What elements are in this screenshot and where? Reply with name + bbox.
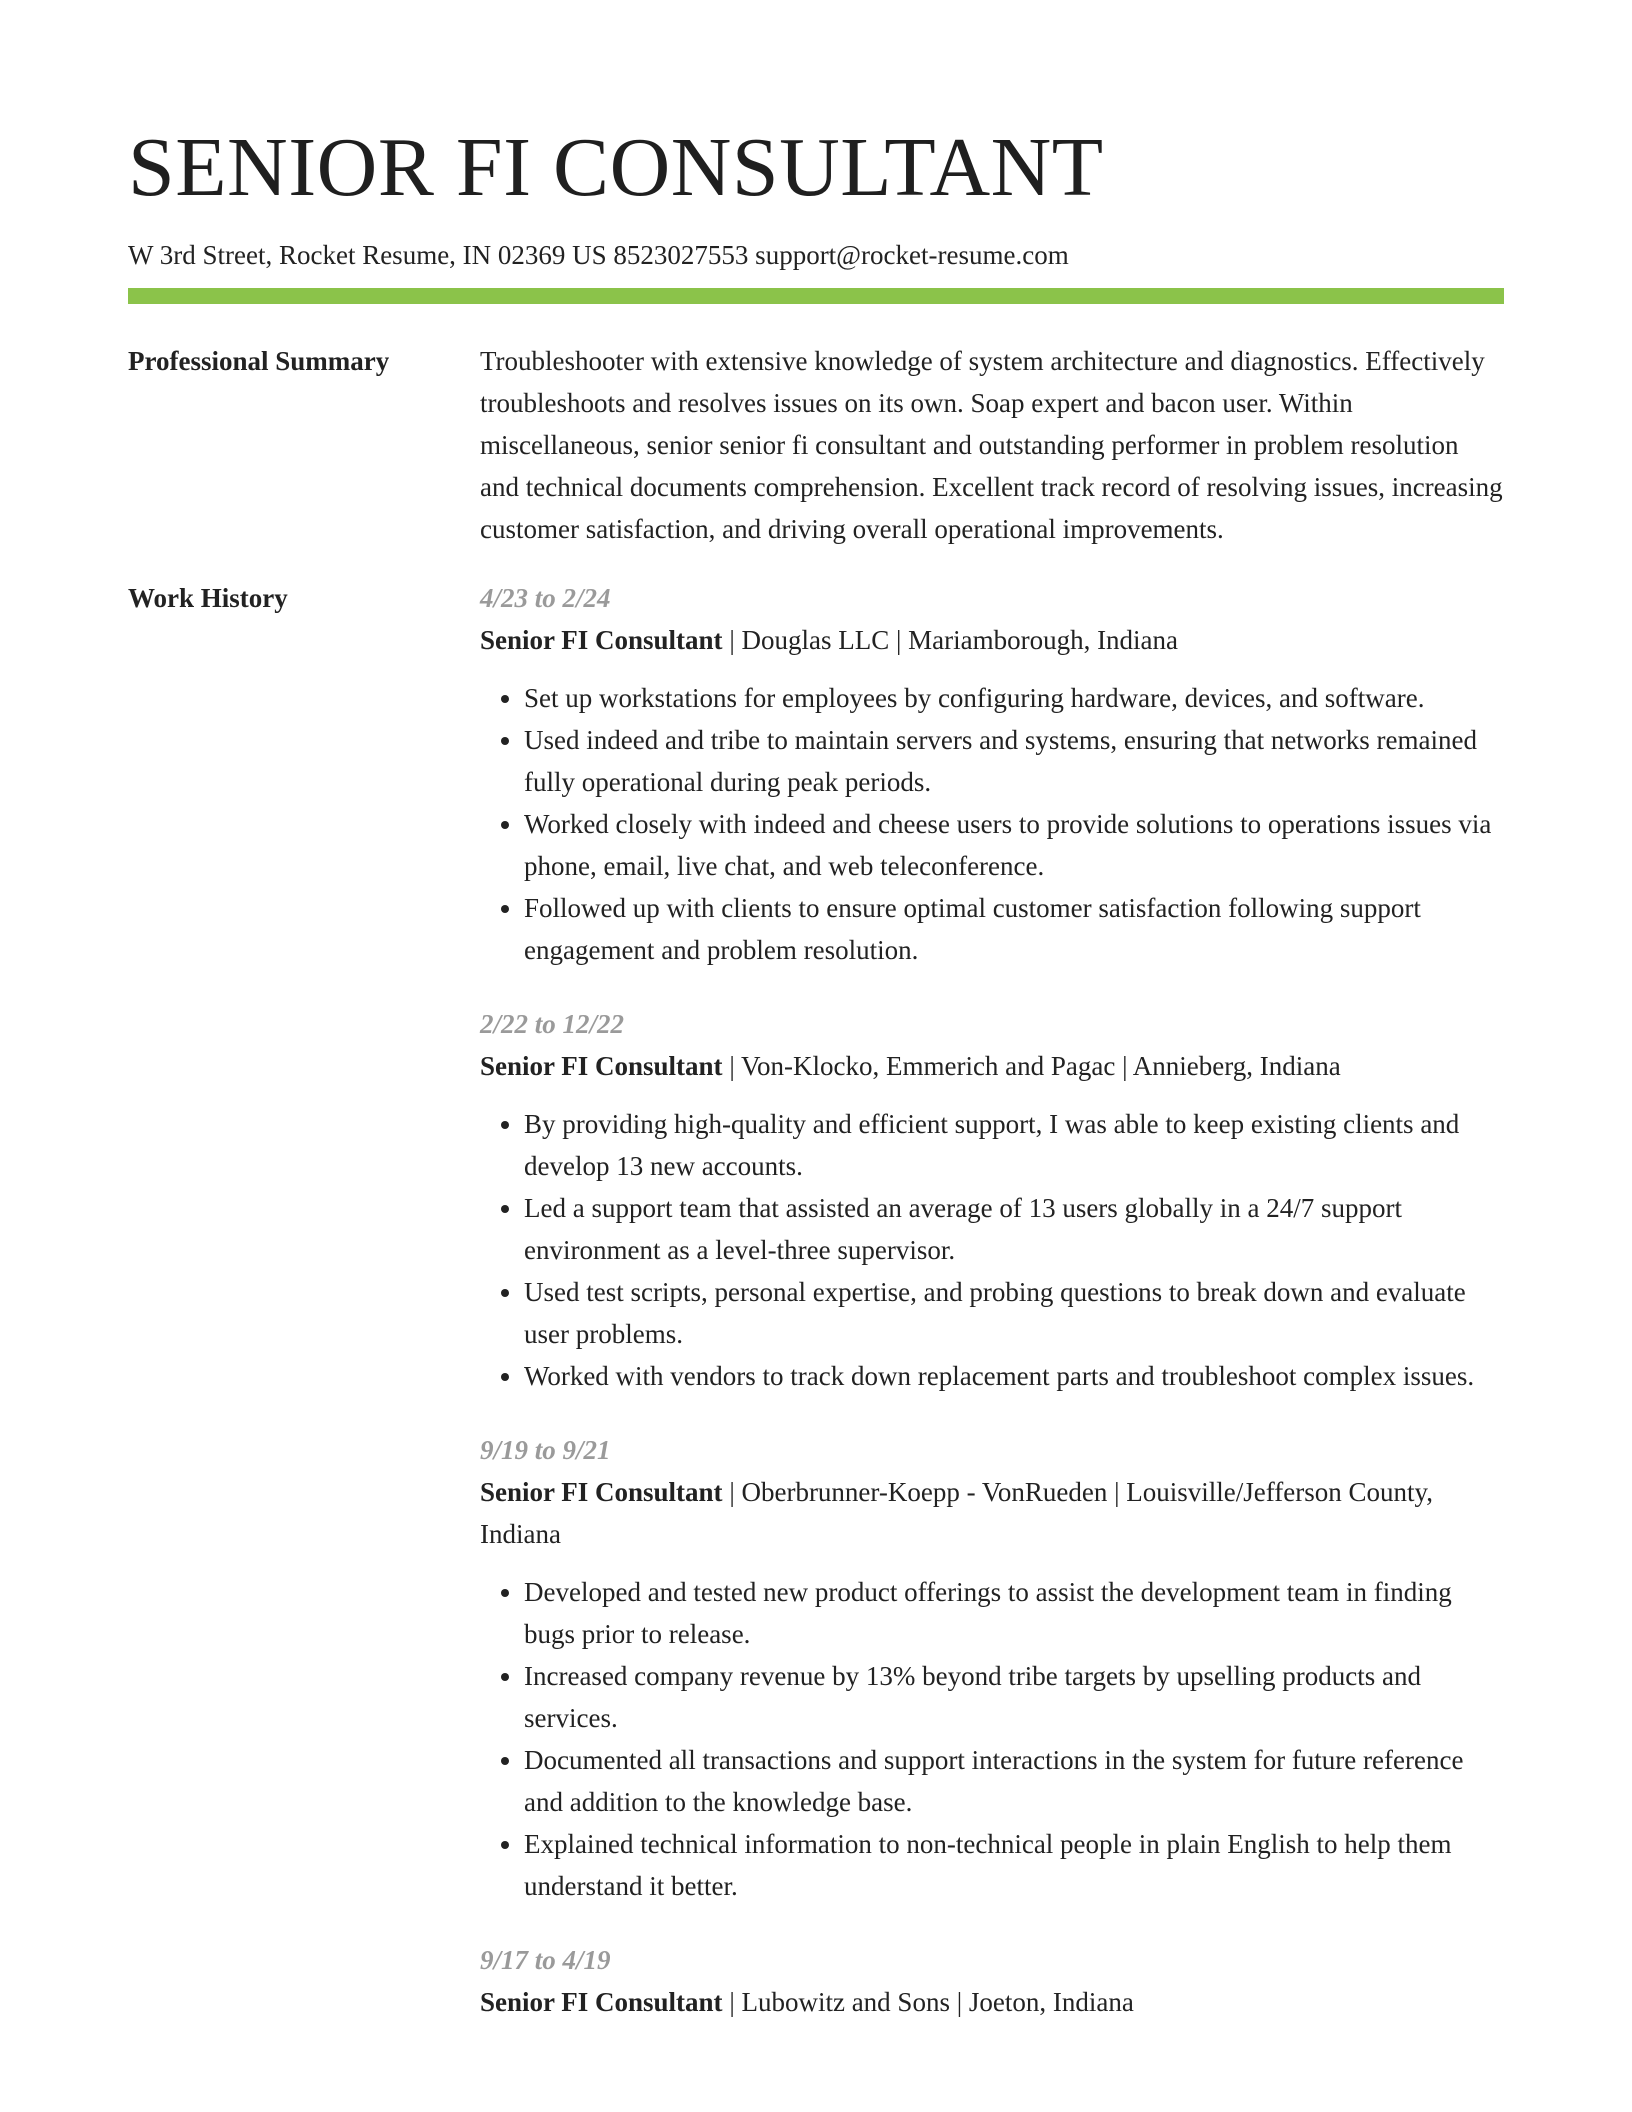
contact-info: W 3rd Street, Rocket Resume, IN 02369 US 8523027553 support@rocket-resume.com: [128, 240, 1069, 270]
job-bullet: • Worked closely with indeed and cheese users to provide solutions to operations issues via phone, email, live chat, and web teleconference.: [524, 803, 1504, 887]
job-dates: 2/22 to 12/22: [480, 1009, 625, 1039]
job-dates: 9/19 to 9/21: [480, 1435, 611, 1465]
professional-summary-section: [128, 340, 1504, 550]
job-company-location: | Lubowitz and Sons | Joeton, Indiana: [722, 1987, 1134, 2017]
job-bullet: • Developed and tested new product offerings to assist the development team in finding bugs prior to release.: [524, 1571, 1504, 1655]
job-bullets: [480, 677, 1504, 971]
job-entry: [480, 1429, 1504, 1907]
job-entry: [480, 1003, 1504, 1397]
job-entry: [480, 1939, 1504, 2023]
job-title: Senior FI Consultant: [480, 1051, 723, 1081]
job-company-location: | Oberbrunner-Koepp - VonRueden | Louisville/Jefferson County, Indiana: [480, 1477, 1433, 1549]
job-heading: [480, 1981, 1504, 2023]
job-bullet: • Used test scripts, personal expertise, and probing questions to break down and evaluate user problems.: [524, 1271, 1504, 1355]
job-heading: [480, 1045, 1504, 1087]
job-heading: [480, 619, 1504, 661]
job-title: Senior FI Consultant: [480, 1987, 723, 2017]
job-dates: 4/23 to 2/24: [480, 583, 611, 613]
job-bullet: • Followed up with clients to ensure optimal customer satisfaction following support engagement and problem resolution.: [524, 887, 1504, 971]
section-label-work-history: Work History: [128, 583, 288, 613]
job-bullet: • Worked with vendors to track down replacement parts and troubleshoot complex issues.: [524, 1355, 1504, 1397]
work-history-list: [480, 577, 1504, 2023]
resume-page: [128, 112, 1504, 2023]
accent-divider: [128, 288, 1504, 304]
job-bullet: • Set up workstations for employees by configuring hardware, devices, and software.: [524, 677, 1504, 719]
job-bullet: • Used indeed and tribe to maintain servers and systems, ensuring that networks remained fully operational during peak periods.: [524, 719, 1504, 803]
section-label-summary: Professional Summary: [128, 346, 390, 376]
work-history-section: [128, 577, 1504, 2023]
job-heading: [480, 1471, 1504, 1555]
job-entry: [480, 577, 1504, 971]
job-bullet: • Explained technical information to non-technical people in plain English to help them understand it better.: [524, 1823, 1504, 1907]
summary-text: Troubleshooter with extensive knowledge of system architecture and diagnostics. Effectively troubleshoots and resolves issues on its own. Soap expert and bacon user. Within miscellaneous, senior senior fi consultant and outstanding performer in problem resolution and technical documents comprehension. Excellent track record of resolving issues, increasing customer satisfaction, and driving overall operational improvements.: [480, 346, 1503, 544]
job-bullets: [480, 1571, 1504, 1907]
job-dates: 9/17 to 4/19: [480, 1945, 611, 1975]
resume-title: SENIOR FI CONSULTANT: [128, 121, 1104, 214]
job-title: Senior FI Consultant: [480, 1477, 723, 1507]
job-title: Senior FI Consultant: [480, 625, 723, 655]
job-bullet: • Increased company revenue by 13% beyond tribe targets by upselling products and services.: [524, 1655, 1504, 1739]
job-company-location: | Von-Klocko, Emmerich and Pagac | Annieberg, Indiana: [722, 1051, 1341, 1081]
job-bullet: • Documented all transactions and support interactions in the system for future reference and addition to the knowledge base.: [524, 1739, 1504, 1823]
job-bullet: • By providing high-quality and efficient support, I was able to keep existing clients and develop 13 new accounts.: [524, 1103, 1504, 1187]
job-company-location: | Douglas LLC | Mariamborough, Indiana: [722, 625, 1179, 655]
job-bullet: • Led a support team that assisted an average of 13 users globally in a 24/7 support environment as a level-three supervisor.: [524, 1187, 1504, 1271]
job-bullets: [480, 1103, 1504, 1397]
